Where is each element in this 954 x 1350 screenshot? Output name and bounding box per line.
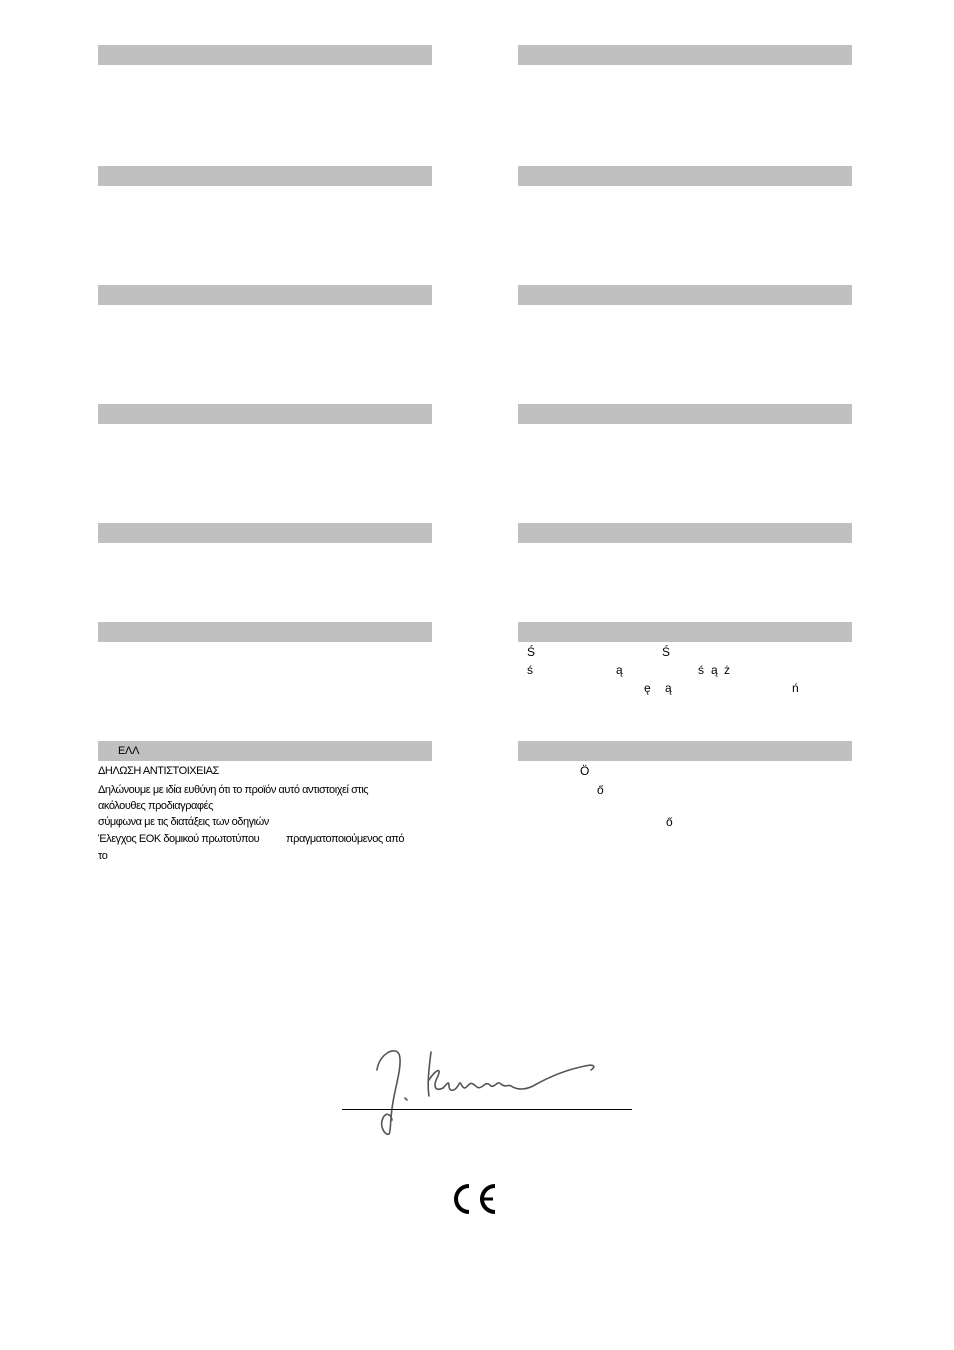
polish-char: ń [792,681,799,695]
hungarian-char: Ö [580,764,590,778]
polish-char: ś [698,663,704,677]
greek-line-4: Έλεγχος ΕΟΚ δομικού πρωτοτύπου [98,833,260,845]
section-header-bar [98,285,432,305]
greek-line-5: το [98,850,108,862]
greek-line-3: σύμφωνα με τις διατάξεις των οδηγιών [98,816,269,828]
greek-line-1: Δηλώνουμε με ιδία ευθύνη ότι το προϊόν αυτό αντιστοιχεί στις [98,784,369,796]
section-header-bar [98,404,432,424]
section-header-bar [518,45,852,65]
greek-line-2: ακόλουθες προδιαγραφές [98,800,213,812]
signature-line [342,1109,632,1110]
polish-char: ą [616,663,623,677]
section-header-bar-polish [518,622,852,642]
section-header-bar [98,622,432,642]
greek-line-4b: πραγματοποιούμενος από [286,833,405,845]
greek-header-label: ΕΛΛ [118,745,140,757]
greek-heading: ΔΗΛΩΣΗ ΑΝΤΙΣΤΟΙΧΕΙΑΣ [98,765,219,777]
section-header-bar [98,166,432,186]
section-header-bar-greek [98,741,432,761]
polish-char: ś [527,663,533,677]
polish-char: ą [665,681,672,695]
polish-char: ę [644,681,651,695]
polish-char: ż [724,663,730,677]
section-header-bar [518,166,852,186]
section-header-bar [518,285,852,305]
section-header-bar [518,523,852,543]
hungarian-char: ő [666,815,673,829]
polish-char: Ś [527,645,536,659]
polish-char: Ś [662,645,671,659]
ce-mark-icon [446,1183,498,1215]
section-header-bar-hungarian [518,741,852,761]
polish-char: ą [711,663,718,677]
section-header-bar [98,45,432,65]
signature [365,1040,615,1140]
hungarian-char: ő [597,783,604,797]
section-header-bar [98,523,432,543]
section-header-bar [518,404,852,424]
